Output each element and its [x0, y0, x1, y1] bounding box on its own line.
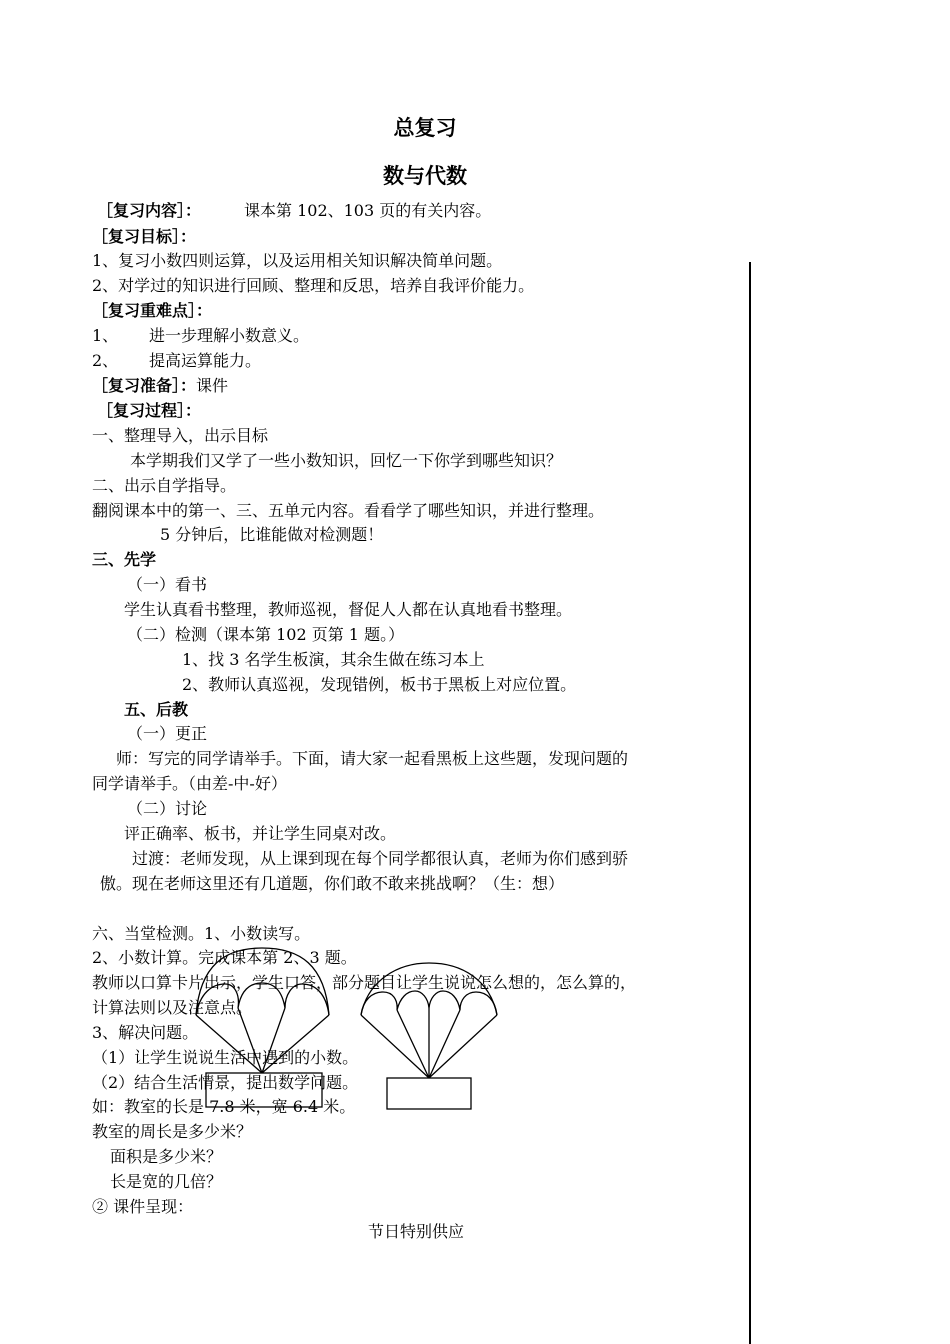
transition-text-1: 过渡：老师发现，从上课到现在每个同学都很认真，老师为你们感到骄 [132, 849, 629, 868]
section-6-heading: 六、当堂检测。1、小数读写。 [92, 924, 311, 943]
review-goal-label: ［复习目标］： [92, 227, 197, 246]
key-point-1-text: 进一步理解小数意义。 [149, 326, 310, 345]
subsection-read-text: 学生认真看书整理，教师巡视，督促人人都在认真地看书整理。 [124, 600, 573, 619]
goal-1: 1、复习小数四则运算，以及运用相关知识解决简单问题。 [92, 251, 503, 270]
question-area: 面积是多少米？ [110, 1147, 223, 1166]
parachute-right-icon [361, 963, 497, 1109]
discuss-text: 评正确率、板书，并让学生同桌对改。 [124, 824, 397, 843]
page-title: 总复习 [393, 116, 457, 140]
subsection-test: （二）检测（课本第 102 页第 1 题。） [127, 625, 405, 644]
calc-heading: 2、小数计算。完成课本第 2、3 题。 [92, 948, 357, 967]
calc-text-1: 教师以口算卡片出示，学生口答，部分题目让学生说说怎么想的，怎么算的， [92, 973, 637, 992]
process-label: ［复习过程］： [97, 401, 202, 420]
page-subtitle: 数与代数 [383, 164, 467, 188]
question-ratio: 长是宽的几倍？ [110, 1172, 223, 1191]
section-2-note: 5 分钟后，比谁能做对检测题！ [160, 525, 384, 544]
example-text: 如：教室的长是 7.8 米，宽 6.4 米。 [92, 1097, 356, 1116]
question-perimeter: 教室的周长是多少米？ [92, 1122, 253, 1141]
subsection-correct: （一）更正 [127, 724, 208, 743]
problem-heading: 3、解决问题。 [92, 1023, 199, 1042]
key-points-label: ［复习重难点］： [92, 301, 213, 320]
test-step-2: 2、教师认真巡视，发现错例，板书于黑板上对应位置。 [182, 675, 577, 694]
preparation-label: ［复习准备］： [92, 376, 197, 395]
test-step-1: 1、找 3 名学生板演，其余生做在练习本上 [182, 650, 485, 669]
key-point-2-text: 提高运算能力。 [149, 351, 262, 370]
subsection-read: （一）看书 [127, 575, 208, 594]
problem-item-2: （2）结合生活情景，提出数学问题。 [92, 1073, 359, 1092]
section-1-heading: 一、整理导入，出示目标 [92, 426, 269, 445]
section-2-text: 翻阅课本中的第一、三、五单元内容。看看学了哪些知识，并进行整理。 [92, 501, 605, 520]
correct-text-2: 同学请举手。（由差-中-好） [92, 774, 287, 793]
subsection-discuss: （二）讨论 [127, 799, 208, 818]
problem-item-1: （1）让学生说说生活中遇到的小数。 [92, 1048, 359, 1067]
parachute-left-icon [196, 948, 329, 1107]
calc-text-2: 计算法则以及注意点。 [92, 998, 253, 1017]
section-2-heading: 二、出示自学指导。 [92, 476, 237, 495]
courseware-label: ② 课件呈现： [92, 1197, 194, 1216]
correct-text-1: 师：写完的同学请举手。下面，请大家一起看黑板上这些题，发现问题的 [116, 749, 629, 768]
key-point-2-num: 2、 [92, 351, 119, 370]
section-5-heading: 五、后教 [124, 700, 189, 719]
preparation-text: 课件 [196, 376, 229, 395]
transition-text-2: 傲。现在老师这里还有几道题，你们敢不敢来挑战啊？（生：想） [100, 874, 565, 893]
review-content-text: 课本第 102、103 页的有关内容。 [244, 201, 492, 220]
key-point-1-num: 1、 [92, 326, 119, 345]
section-3-heading: 三、先学 [92, 550, 157, 569]
section-1-text: 本学期我们又学了一些小数知识，回忆一下你学到哪些知识？ [130, 451, 563, 470]
goal-2: 2、对学过的知识进行回顾、整理和反思，培养自我评价能力。 [92, 276, 535, 295]
holiday-special-text: 节日特别供应 [368, 1222, 465, 1241]
review-content-label: ［复习内容］： [97, 201, 202, 220]
